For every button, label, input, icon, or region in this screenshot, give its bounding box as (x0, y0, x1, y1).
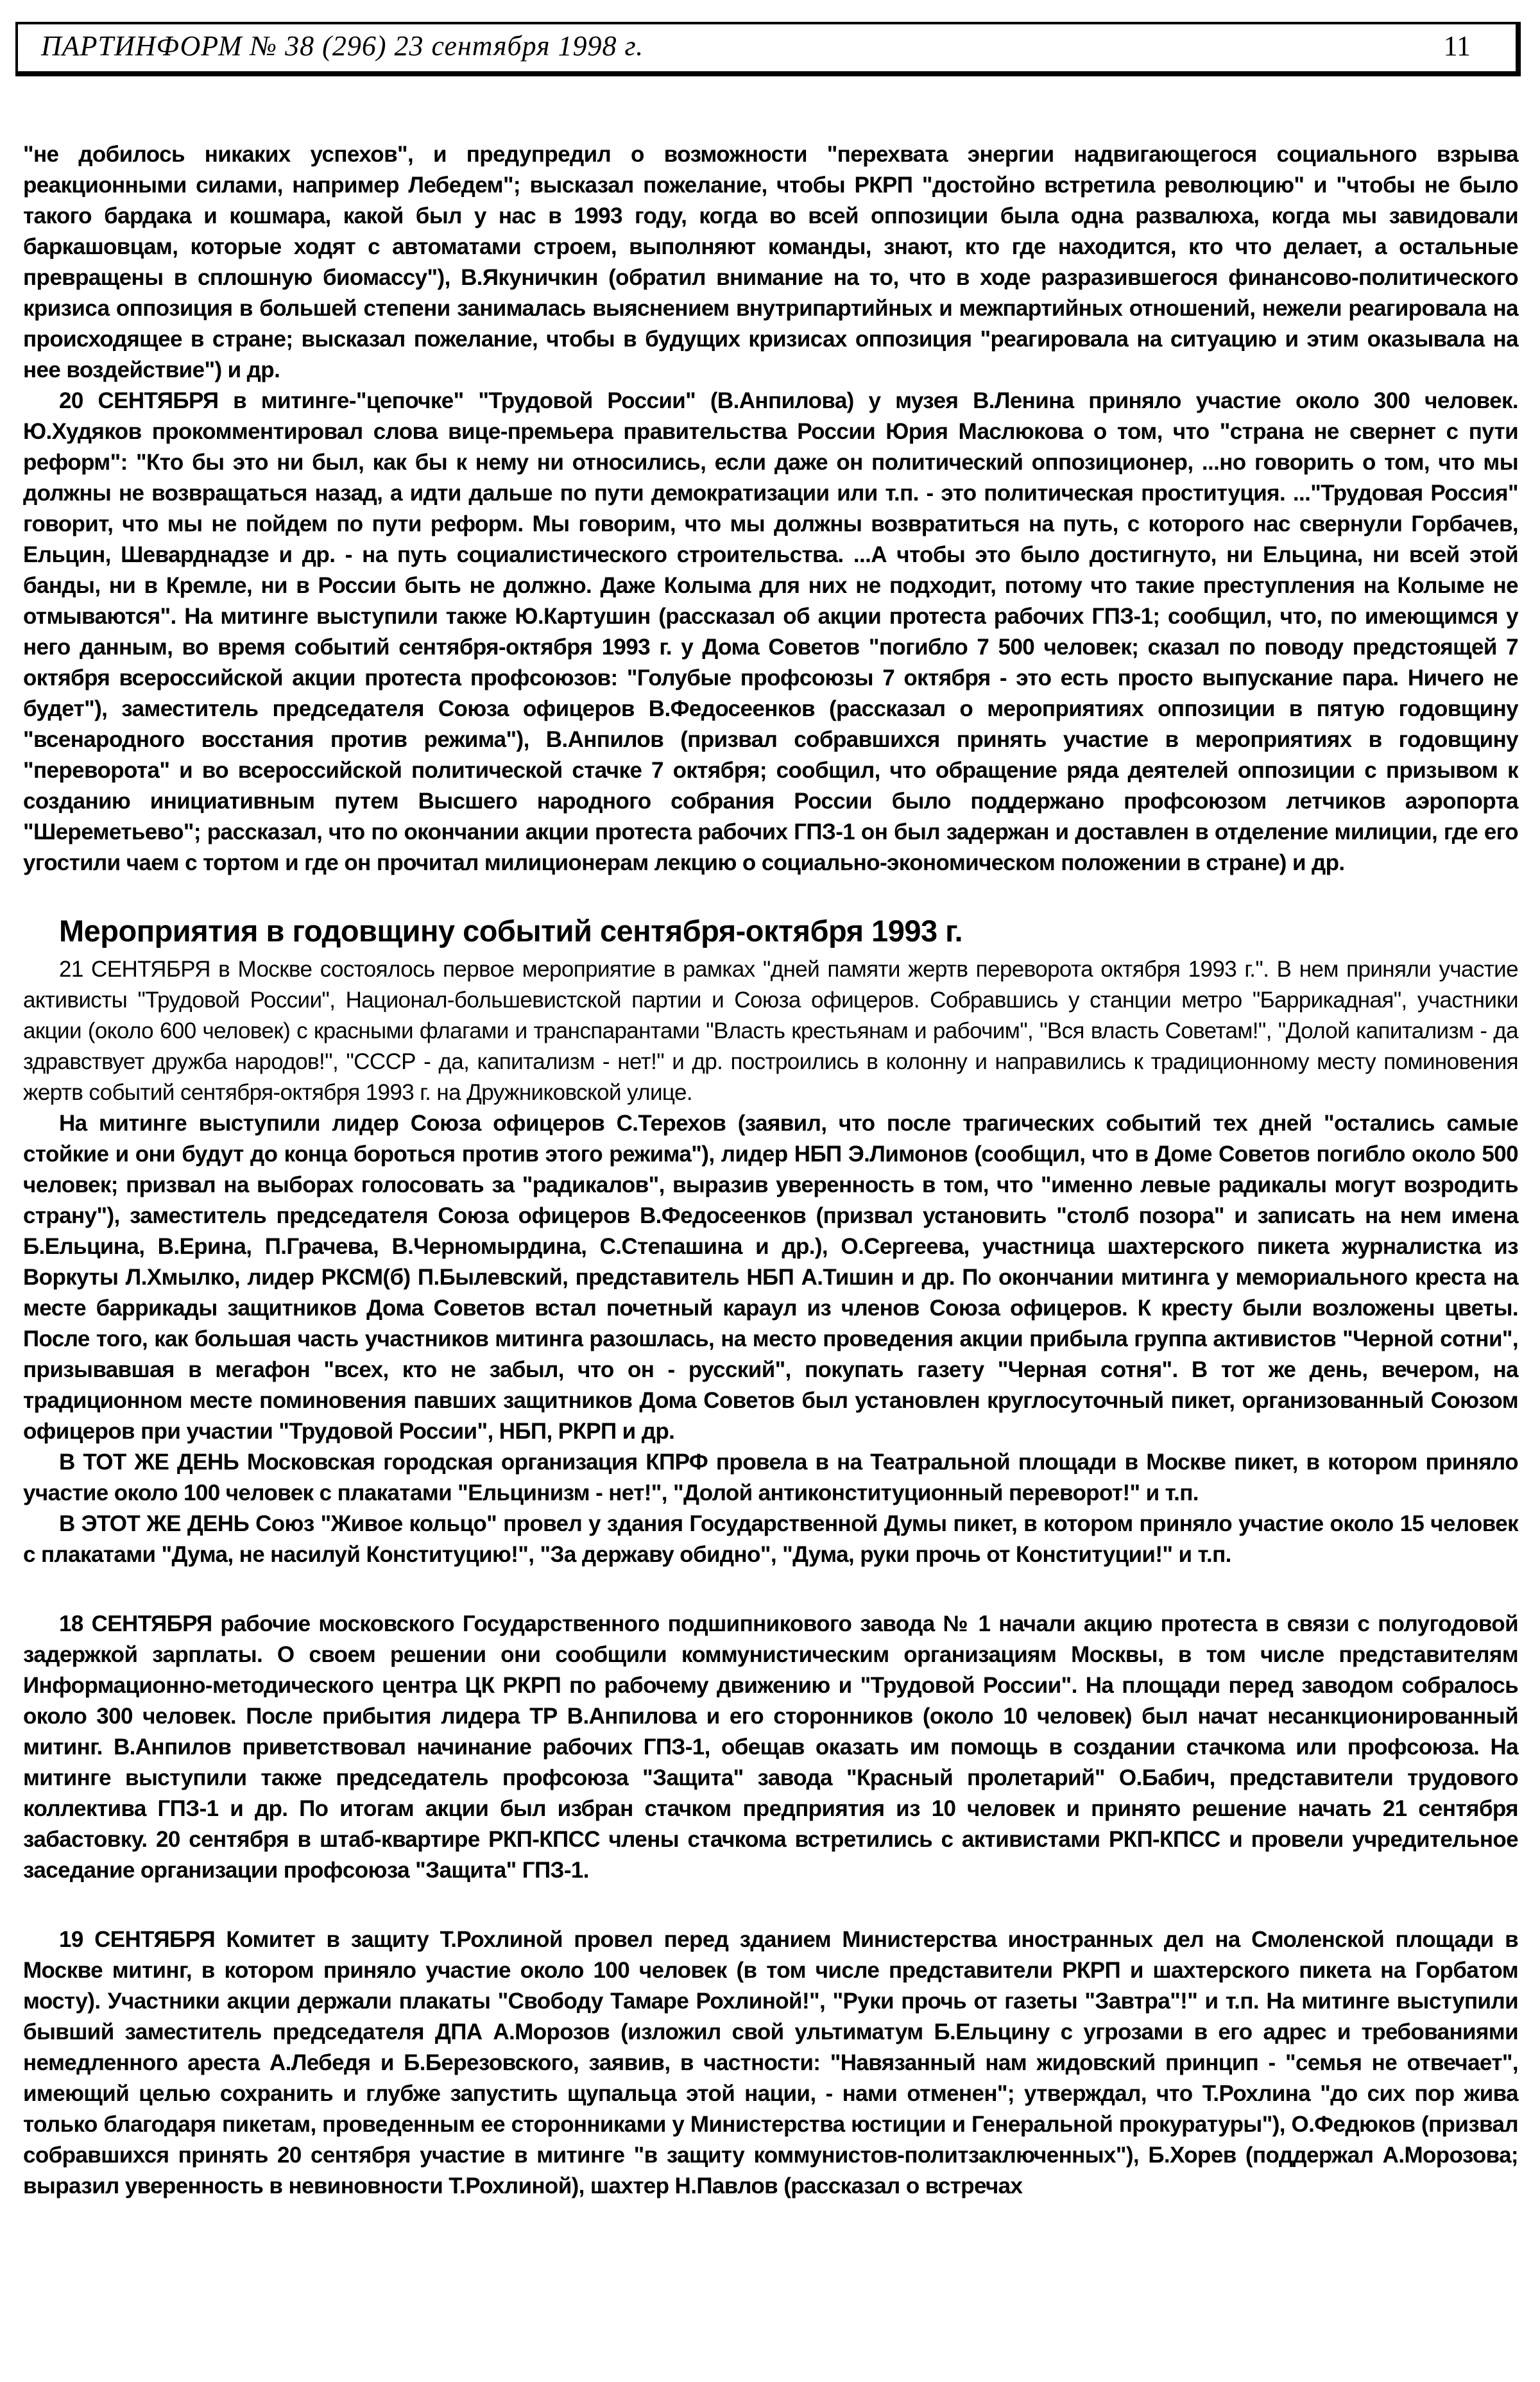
date-lead: В ТОТ ЖЕ ДЕНЬ (59, 1450, 239, 1475)
paragraph-text: На митинге выступили лидер Союза офицеров С.Терехов (заявил, что после трагических событий тех дней "остались самые стойкие и они будут до конца бороться против этого режима"), лидер НБП Э.Лимонов (сообщил, что в Доме Советов погибло около 500 человек; призвал на выборах голосовать за "радикалов", выразив уверенность в том, что "именно левые радикалы могут возродить страну"), заместитель председателя Союза офицеров В.Федосеенков (призвал установить "столб позора" и записать на нем имена Б.Ельцина, В.Ерина, П.Грачева, В.Черномырдина, С.Степашина и др.), О.Сергеева, участница шахтерского пикета журналистка из Воркуты Л.Хмылко, лидер РКСМ(б) П.Былевский, представитель НБП А.Тишин и др. По окончании митинга у мемориального креста на месте баррикады защитников Дома Советов встал почетный караул из членов Союза офицеров. К кресту были возложены цветы. После того, как большая часть участников митинга разошлась, на место проведения акции прибыла группа активистов "Черной сотни", призывавшая в мегафон "всех, кто не забыл, что он - русский", покупать газету "Черная сотня". В тот же день, вечером, на традиционном месте поминовения павших защитников Дома Советов был установлен круглосуточный пикет, организованный Союзом офицеров при участии "Трудовой России", НБП, РКРП и др. (23, 1111, 1518, 1444)
paragraph-rally-speakers (23, 1108, 1518, 1447)
paragraph-20-september (23, 386, 1518, 878)
paragraph-text: в Москве состоялось первое мероприятие в рамках "дней памяти жертв переворота октября 1993 г.". В нем приняли участие активисты "Трудовой России", Национал-большевистской партии и Союза офицеров. Собравшись у станции метро "Баррикадная", участники акции (около 600 человек) с красными флагами и транспарантами "Власть крестьянам и рабочим", "Вся власть Советам!", "Долой капитализм - да здравствует дружба народов!", "СССР - да, капитализм - нет!" и др. построились в колонну и направились к традиционному месту поминовения жертв событий сентября-октября 1993 г. на Дружниковской улице. (23, 957, 1518, 1105)
paragraph-18-september (23, 1609, 1518, 1886)
paragraph-continuation (23, 139, 1518, 386)
newsletter-title: ПАРТИНФОРМ № 38 (296) 23 сентября 1998 г. (41, 30, 644, 62)
page-number: 11 (1443, 30, 1471, 62)
paragraph-text: в митинге-"цепочке" "Трудовой России" (В.Анпилова) у музея В.Ленина приняло участие около 300 человек. Ю.Худяков прокомментировал слова вице-премьера правительства России Юрия Маслюкова о том, что "страна не свернет с пути реформ": "Кто бы это ни был, как бы к нему ни относились, если даже он политический оппозиционер, ...но говорить о том, что мы должны не возвращаться назад, а идти дальше по пути демократизации или т.п. - это политическая проституция. ..."Трудовая Россия" говорит, что мы не пойдем по пути реформ. Мы говорим, что мы должны возвратиться на путь, с которого нас свернули Горбачев, Ельцин, Шеварднадзе и др. - на путь социалистического строительства. ...А чтобы это было достигнуто, ни Ельцина, ни всей этой банды, ни в Кремле, ни в России быть не должно. Даже Колыма для них не подходит, потому что такие преступления на Колыме не отмываются". На митинге выступили также Ю.Картушин (рассказал об акции протеста рабочих ГПЗ-1; сообщил, что, по имеющимся у него данным, во время событий сентября-октября 1993 г. у Дома Советов "погибло 7 500 человек; сказал по поводу предстоящей 7 октября всероссийской акции протеста профсоюзов: "Голубые профсоюзы 7 октября - это есть просто выпускание пара. Ничего не будет"), заместитель председателя Союза офицеров В.Федосеенков (рассказал о мероприятиях оппозиции в пятую годовщину "всенародного восстания против режима"), В.Анпилов (призвал собравшихся принять участие в мероприятиях в годовщину "переворота" и во всероссийской политической стачке 7 октября; сообщил, что обращение ряда деятелей оппозиции с призывом к созданию инициативным путем Высшего народного собрания России было поддержано профсоюзом летчиков аэропорта "Шереметьево"; рассказал, что по окончании акции протеста рабочих ГПЗ-1 он был задержан и доставлен в отделение милиции, где его угостили чаем с тортом и где он прочитал милиционерам лекцию о социально-экономическом положении в стране) и др. (23, 388, 1518, 875)
paragraph-text: "не добилось никаких успехов", и предупредил о возможности "перехвата энергии надвигающегося социального взрыва реакционными силами, например Лебедем"; высказал пожелание, чтобы РКРП "достойно встретила революцию" и "чтобы не было такого бардака и кошмара, какой был у нас в 1993 году, когда во всей оппозиции была одна развалюха, когда мы завидовали баркашовцам, которые ходят с автоматами строем, выполняют команды, знают, кто где находится, кто что делает, а остальные превращены в сплошную биомассу"), В.Якуничкин (обратил внимание на то, что в ходе разразившегося финансово-политического кризиса оппозиция в большей степени занималась выяснением внутрипартийных и межпартийных отношений, нежели реагировала на происходящее в стране; высказал пожелание, чтобы в будущих кризисах оппозиция "реагировала на ситуацию и этим оказывала на нее воздействие") и др. (23, 142, 1518, 382)
page-header (15, 22, 1521, 76)
paragraph-same-day-zhivoe-koltso (23, 1509, 1518, 1570)
paragraph-text: Московская городская организация КПРФ провела в на Театральной площади в Москве пикет, в котором приняло участие около 100 человек с плакатами "Ельцинизм - нет!", "Долой антиконституционный переворот!" и т.п. (23, 1450, 1518, 1505)
section-heading: Мероприятия в годовщину событий сентября-октября 1993 г. (59, 914, 963, 948)
paragraph-text: Комитет в защиту Т.Рохлиной провел перед зданием Министерства иностранных дел на Смоленской площади в Москве митинг, в котором приняло участие около 100 человек (в том числе представители РКРП и шахтерского пикета на Горбатом мосту). Участники акции держали плакаты "Свободу Тамаре Рохлиной!", "Руки прочь от газеты "Завтра"!" и т.п. На митинге выступили бывший заместитель председателя ДПА А.Морозов (изложил свой ультиматум Б.Ельцину с угрозами в его адрес и требованиями немедленного ареста А.Лебедя и Б.Березовского, заявив, в частности: "Навязанный нам жидовский принцип - "семья не отвечает", имеющий целью сохранить и глубже запустить щупальца этой нации, - нами отменен"; утверждал, что Т.Рохлина "до сих пор жива только благодаря пикетам, проведенным ее сторонниками у Министерства юстиции и Генеральной прокуратуры"), О.Федюков (призвал собравшихся принять 20 сентября участие в митинге "в защиту коммунистов-политзаключенных"), Б.Хорев (поддержал А.Морозова; выразил уверенность в невиновности Т.Рохлиной), шахтер Н.Павлов (рассказал о встречах (23, 1927, 1518, 2198)
date-lead: В ЭТОТ ЖЕ ДЕНЬ (59, 1511, 250, 1536)
page-content (23, 139, 1518, 2202)
paragraph-same-day-kprf (23, 1447, 1518, 1509)
date-lead: 21 СЕНТЯБРЯ (59, 957, 210, 982)
paragraph-text: Союз "Живое кольцо" провел у здания Государственной Думы пикет, в котором приняло участие около 15 человек с плакатами "Дума, не насилуй Конституцию!", "За державу обидно", "Дума, руки прочь от Конституции!" и т.п. (23, 1511, 1519, 1567)
paragraph-19-september (23, 1924, 1518, 2202)
paragraph-text: рабочие московского Государственного подшипникового завода № 1 начали акцию протеста в связи с полугодовой задержкой зарплаты. О своем решении они сообщили коммунистическим организациям Москвы, в том числе представителям Информационно-методического центра ЦК РКРП по рабочему движению и "Трудовой России". На площади перед заводом собралось около 300 человек. После прибытия лидера ТР В.Анпилова и его сторонников (около 10 человек) был начат несанкционированный митинг. В.Анпилов приветствовал начинание рабочих ГПЗ-1, обещав оказать им помощь в создании стачкома или профсоюза. На митинге выступили также председатель профсоюза "Защита" завода "Красный пролетарий" О.Бабич, представители трудового коллектива ГПЗ-1 и др. По итогам акции был избран стачком предприятия из 10 человек и принято решение начать 21 сентября забастовку. 20 сентября в штаб-квартире РКП-КПСС члены стачкома встретились с активистами РКП-КПСС и провели учредительное заседание организации профсоюза "Защита" ГПЗ-1. (23, 1611, 1518, 1883)
date-lead: 19 СЕНТЯБРЯ (59, 1927, 216, 1952)
date-lead: 20 СЕНТЯБРЯ (59, 388, 219, 413)
date-lead: 18 СЕНТЯБРЯ (59, 1611, 212, 1636)
paragraph-21-september (23, 954, 1518, 1108)
